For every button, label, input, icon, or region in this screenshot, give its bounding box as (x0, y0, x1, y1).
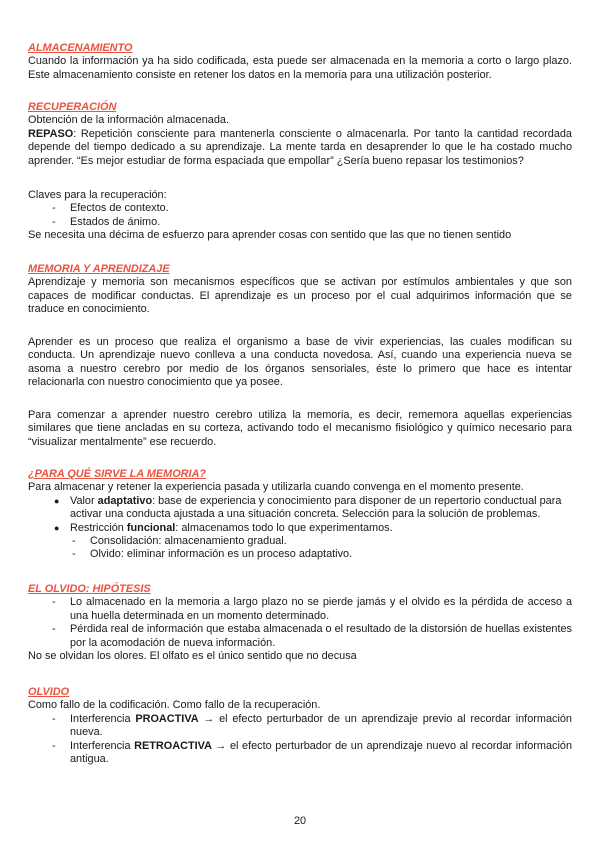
section-para-que (28, 468, 572, 562)
heading-memoria-aprendizaje: MEMORIA Y APRENDIZAJE (28, 263, 170, 275)
section-memoria-aprendizaje (28, 263, 572, 317)
para-que-intro: Para almacenar y retener la experiencia pasada y utilizarla cuando convenga en el momento presente. (28, 481, 524, 494)
b2-pre: Restricción (70, 521, 127, 534)
heading-olvido-hipotesis: EL OLVIDO: HIPÓTESIS (28, 583, 151, 595)
b1-post: : base de experiencia y conocimiento para disponer de un repertorio conductual para activar una conducta ajustada a una situación concreta. Selección para la solución de problemas. (70, 494, 562, 521)
b1-pre: Valor (70, 494, 98, 507)
list-item: - Olvido: eliminar información es un proceso adaptativo. (72, 548, 353, 561)
i2-bold: RETROACTIVA (134, 739, 212, 752)
page-number: 20 (293, 815, 307, 827)
list-item: - Interferencia PROACTIVA → el efecto perturbador de un aprendizaje previo al recordar información nueva. (52, 712, 572, 739)
heading-recuperacion: RECUPERACIÓN (28, 101, 117, 113)
i2-pre: Interferencia (70, 739, 135, 752)
b2-bold: funcional (126, 521, 176, 534)
heading-almacenamiento: ALMACENAMIENTO (28, 42, 133, 54)
repaso-paragraph (28, 128, 572, 168)
section-almacenamiento (28, 42, 572, 82)
memoria-p3: Para comenzar a aprender nuestro cerebro utiliza la memoria, es decir, rememora aquellas experiencias similares que tiene ancladas en su corteza, activando todo el mecanismo fisiológico y químico necesario para “visualizar mentalmente” ese recuerdo. (28, 409, 572, 448)
bullet-icon: ● (54, 495, 60, 506)
i2-post: → el efecto perturbador de un aprendizaje nuevo al recordar información antigua. (70, 739, 573, 766)
repaso-text: : Repetición consciente para mantenerla consciente o almacenarla. Por tanto la cantidad recordada depende del tiempo dedicado a su aprendizaje. La mente tarda en desaprender lo que le ha costado mucho aprender. “Es mejor estudiar de forma espaciada que empollar” ¿Sería bueno repasar los testimonios? (28, 127, 572, 167)
i1-pre: Interferencia (70, 712, 136, 725)
b1-bold: adaptativo (97, 494, 153, 507)
list-item (28, 495, 572, 522)
claves-intro: Claves para la recuperación: (28, 189, 167, 201)
clave-2: Estados de ánimo. (70, 215, 161, 228)
recuperacion-line: Obtención de la información almacenada. (28, 114, 229, 127)
repaso-label: REPASO (28, 127, 74, 140)
sub-2: Olvido: eliminar información es un proceso adaptativo. (90, 548, 353, 561)
memoria-p1: Aprendizaje y memoria son mecanismos específicos que se activan por estímulos ambientales y que son capaces de modificar conductas. El aprendizaje es un proceso por el cual adquirimos información que se traduce en conocimiento. (28, 276, 572, 316)
section-recuperacion (28, 101, 572, 168)
section-olvido (28, 686, 572, 766)
sub-1: Consolidación: almacenamiento gradual. (90, 535, 287, 548)
recuperacion-closing: Se necesita una décima de esfuerzo para aprender cosas con sentido que las que no tienen sentido (28, 229, 512, 242)
section-olvido-hipotesis (28, 583, 572, 663)
i1-bold: PROACTIVA (135, 712, 199, 725)
almacenamiento-text: Cuando la información ya ha sido codificada, esta puede ser almacenada en la memoria a corto o largo plazo. Este almacenamiento consiste en retener los datos en la memoria para una utilización posterior. (28, 55, 572, 81)
memoria-p2-block (28, 336, 572, 390)
list-item: - Pérdida real de información que estaba almacenada o el resultado de la distorsión de huellas existentes por la acomodación de nueva información. (52, 623, 572, 649)
clave-1: Efectos de contexto. (70, 202, 169, 215)
heading-para-que: ¿PARA QUÉ SIRVE LA MEMORIA? (28, 468, 207, 480)
bullet-icon: ● (54, 522, 60, 533)
claves-block (28, 189, 572, 243)
list-item: - Lo almacenado en la memoria a largo plazo no se pierde jamás y el olvido es la pérdida de acceso a una huella determinada en un momento determinado. (52, 596, 572, 622)
list-item: - Interferencia RETROACTIVA → el efecto perturbador de un aprendizaje nuevo al recordar información antigua. (52, 739, 573, 766)
list-item: - Efectos de contexto. (52, 202, 169, 215)
hip-2: Pérdida real de información que estaba almacenada o el resultado de la distorsión de huellas existentes por la acomodación de nueva información. (70, 623, 572, 649)
memoria-p2: Aprender es un proceso que realiza el organismo a base de vivir experiencias, las cuales modifican su conducta. Un aprendizaje nuevo conlleva a una conducta novedosa. Así, cuando una experiencia nueva se asoma a nuestro cerebro por medio de los órganos sensoriales, éste lo primero que hace es intentar relacionarla con nuestro conocimiento que ya posee. (28, 336, 572, 389)
list-item: - Estados de ánimo. (52, 215, 161, 228)
list-item (28, 522, 572, 535)
memoria-p3-block (28, 409, 572, 449)
b2-post: : almacenamos todo lo que experimentamos. (175, 521, 393, 534)
heading-olvido: OLVIDO (28, 686, 70, 698)
list-item: - Consolidación: almacenamiento gradual. (72, 535, 287, 548)
olvido-hip-closing: No se olvidan los olores. El olfato es el único sentido que no decusa (28, 650, 357, 663)
hip-1: Lo almacenado en la memoria a largo plazo no se pierde jamás y el olvido es la pérdida de acceso a una huella determinada en un momento determinado. (70, 596, 572, 622)
olvido-intro: Como fallo de la codificación. Como fallo de la recuperación. (28, 699, 321, 712)
i1-post: → el efecto perturbador de un aprendizaje previo al recordar información nueva. (70, 712, 572, 739)
